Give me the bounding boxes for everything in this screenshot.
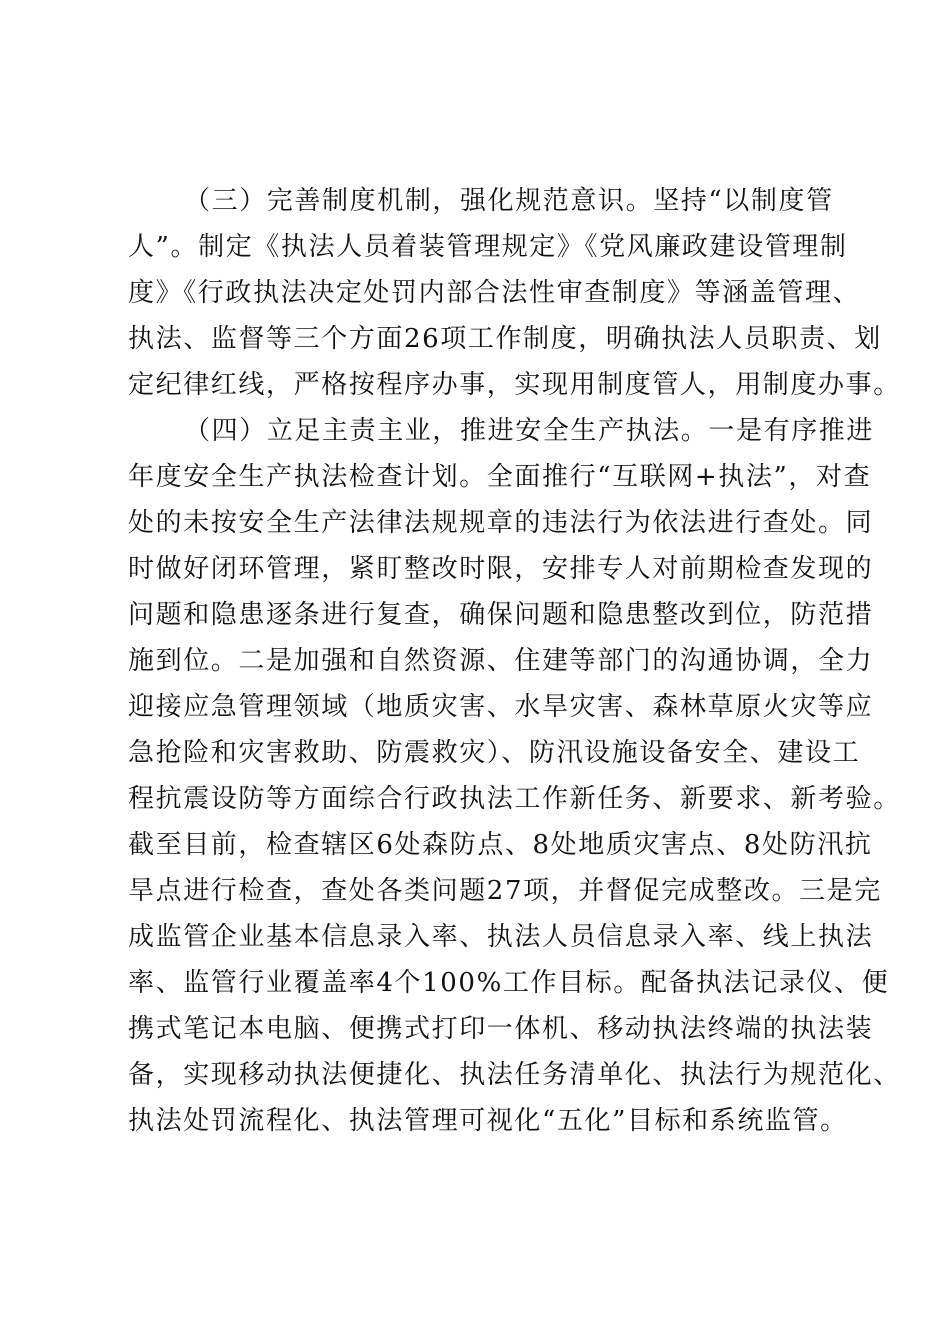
paragraph-line: 截至目前，检查辖区6处森防点、8处地质灾害点、8处防汛抗: [128, 830, 873, 860]
paragraph-line: 执法、监督等三个方面26项工作制度，明确执法人员职责、划: [128, 324, 882, 354]
paragraph-line: 迎接应急管理领域（地质灾害、水旱灾害、森林草原火灾等应: [128, 692, 874, 722]
paragraph-line: 定纪律红线，严格按程序办事，实现用制度管人，用制度办事。: [128, 370, 901, 400]
paragraph-line: 执法处罚流程化、执法管理可视化“五化”目标和系统监管。: [128, 1106, 848, 1136]
paragraph-line: 时做好闭环管理，紧盯整改时限，安排专人对前期检查发现的: [128, 554, 874, 584]
paragraph-line: （三）完善制度机制，强化规范意识。坚持“以制度管: [184, 186, 834, 216]
paragraph-line: 度》《行政执法决定处罚内部合法性审查制度》等涵盖管理、: [128, 278, 861, 308]
paragraph-line: 人”。制定《执法人员着装管理规定》《党风廉政建设管理制: [128, 232, 848, 262]
paragraph-line: 携式笔记本电脑、便携式打印一体机、移动执法终端的执法装: [128, 1014, 874, 1044]
paragraph-section-4: [128, 408, 901, 1144]
paragraph-line: 率、监管行业覆盖率4个100%工作目标。配备执法记录仪、便: [128, 968, 890, 998]
paragraph-line: 成监管企业基本信息录入率、执法人员信息录入率、线上执法: [128, 922, 874, 952]
document-body: [128, 178, 901, 1144]
paragraph-line: 年度安全生产执法检查计划。全面推行“互联网+执法”，对查: [128, 462, 872, 492]
paragraph-line: 旱点进行检查，查处各类问题27项，并督促完成整改。三是完: [128, 876, 882, 906]
paragraph-line: 程抗震设防等方面综合行政执法工作新任务、新要求、新考验。: [128, 784, 901, 814]
paragraph-line: 急抢险和灾害救助、防震救灾）、防汛设施设备安全、建设工: [128, 738, 861, 768]
paragraph-line: 处的未按安全生产法律法规规章的违法行为依法进行查处。同: [128, 508, 874, 538]
paragraph-line: 问题和隐患逐条进行复查，确保问题和隐患整改到位，防范措: [128, 600, 874, 630]
paragraph-line: 施到位。二是加强和自然资源、住建等部门的沟通协调，全力: [128, 646, 874, 676]
paragraph-line: （四）立足主责主业，推进安全生产执法。一是有序推进: [184, 416, 875, 446]
paragraph-section-3: [128, 178, 901, 408]
paragraph-line: 备，实现移动执法便捷化、执法任务清单化、执法行为规范化、: [128, 1060, 901, 1090]
